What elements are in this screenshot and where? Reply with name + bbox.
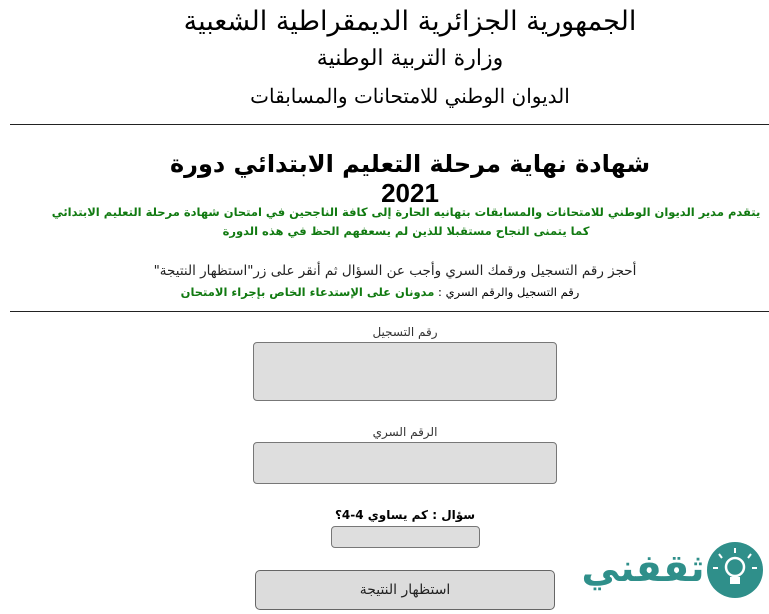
credentials-note [150,285,610,300]
credentials-note-label: رقم التسجيل والرقم السري : [438,285,580,299]
certificate-year: 2021 [381,178,439,208]
certificate-title-text: شهادة نهاية مرحلة التعليم الابتدائي دورة [169,150,651,178]
captcha-question: سؤال : كم يساوي 4-4؟ [334,508,476,522]
registration-label: رقم التسجيل [372,325,438,339]
divider-top [10,124,769,125]
password-label: الرقم السري [372,425,438,439]
watermark-text: ثقفني [581,546,705,590]
instructions-text: أحجز رقم التسجيل ورقمك السري وأجب عن السؤال ثم أنقر على زر"استظهار النتيجة" [153,263,637,279]
certificate-title [150,150,670,209]
congratulations-line-2: كما يتمنى النجاح مستقبلا للذين لم يسعفهم الحظ في هذه الدورة [222,224,590,238]
credentials-note-value: مدونان على الإستدعاء الخاص بإجراء الامتحان [180,285,435,299]
congratulations-line-1: يتقدم مدير الديوان الوطني للامتحانات والمسابقات بتهانيه الحارة إلى كافة الناجحين في امتحان شهادة مرحلة التعليم الابتدائي [51,205,761,219]
divider-bottom [10,311,769,312]
congratulations-message [50,203,762,241]
office-title: الديوان الوطني للامتحانات والمسابقات [250,84,570,108]
captcha-answer-input[interactable] [331,526,480,548]
show-result-button[interactable]: استظهار النتيجة [255,570,555,610]
republic-title: الجمهورية الجزائرية الديمقراطية الشعبية [183,6,637,37]
registration-input[interactable] [253,342,557,401]
ministry-title: وزارة التربية الوطنية [316,46,504,71]
password-input[interactable] [253,442,557,484]
